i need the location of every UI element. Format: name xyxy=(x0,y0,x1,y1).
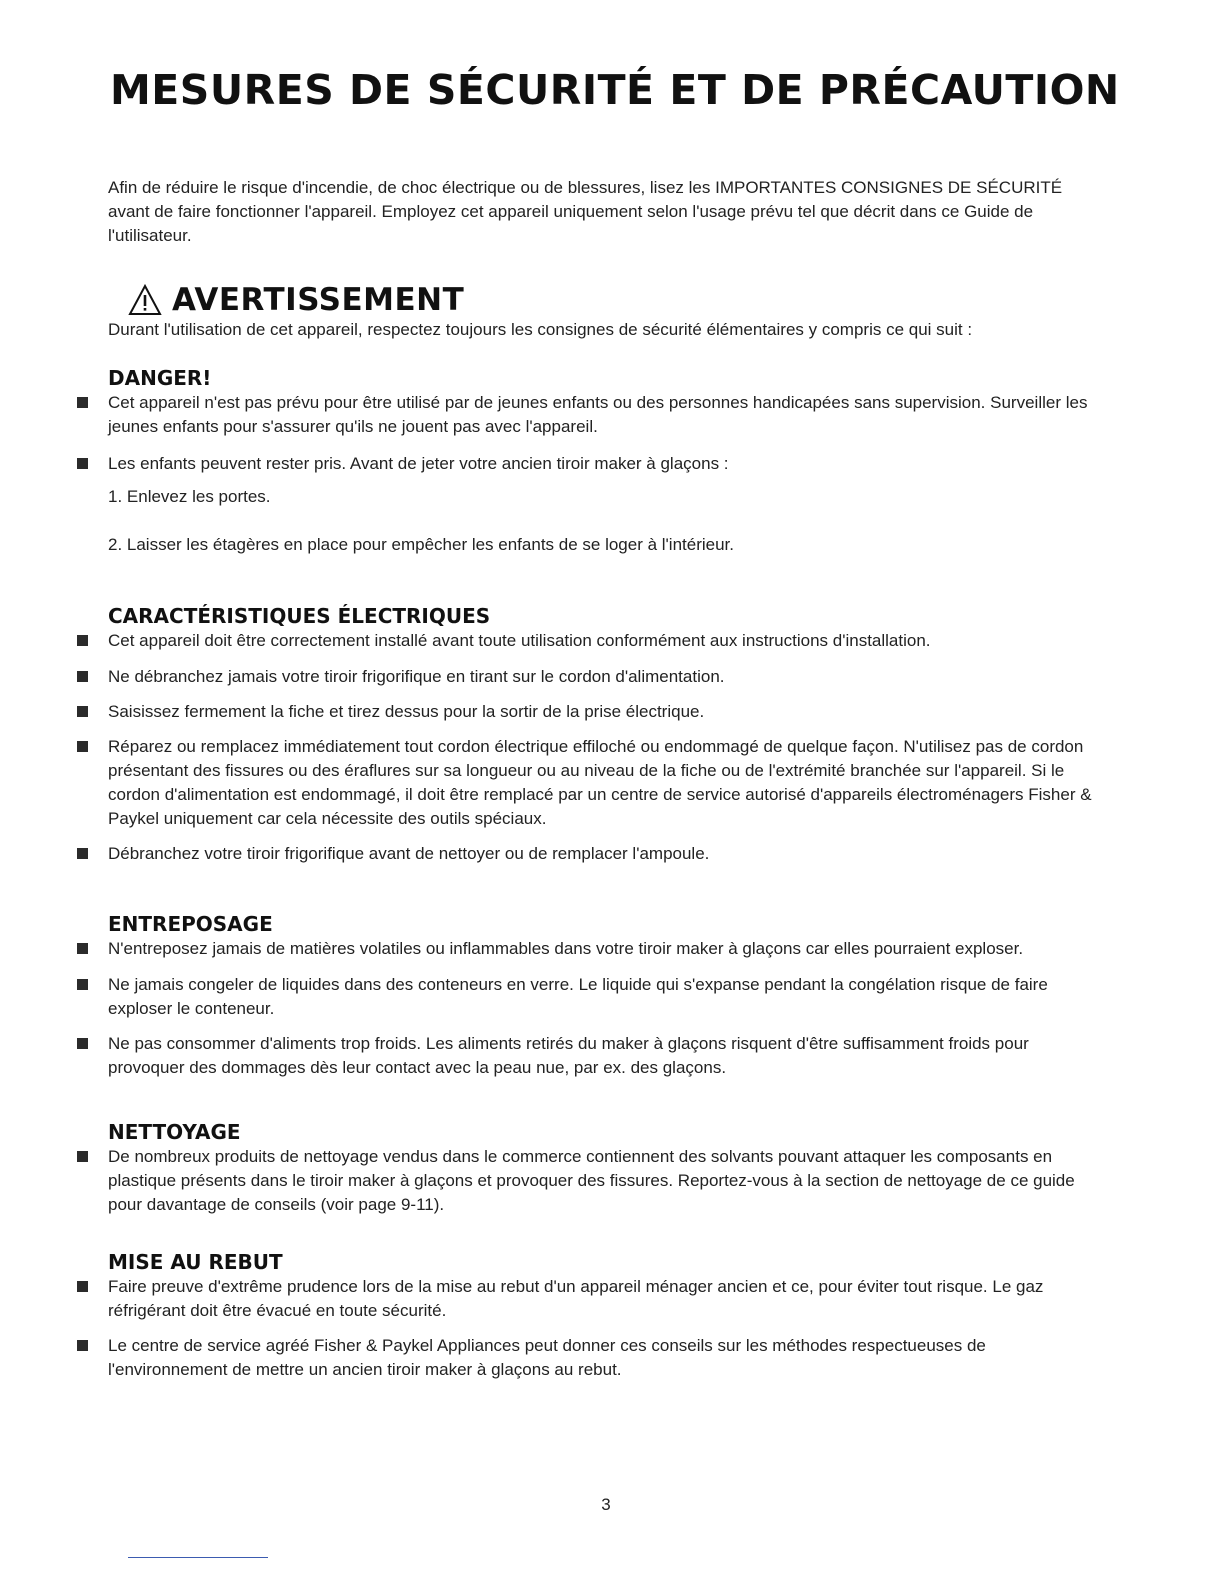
bullet-square-icon xyxy=(77,979,88,990)
warning-heading xyxy=(128,278,464,322)
section-title: DANGER! xyxy=(108,366,212,390)
bullet-square-icon xyxy=(77,706,88,717)
bullet-square-icon xyxy=(77,848,88,859)
section-title: NETTOYAGE xyxy=(108,1120,241,1144)
page-number: 3 xyxy=(601,1495,611,1514)
footer-rule xyxy=(128,1557,268,1558)
item-text: Faire preuve d'extrême prudence lors de la mise au rebut d'un appareil ménager ancien et ce, pour éviter tout risque. Le gaz réfrigérant doit être évacué en toute sécurité. xyxy=(108,1277,1044,1320)
item-text: Débranchez votre tiroir frigorifique avant de nettoyer ou de remplacer l'ampoule. xyxy=(108,844,710,863)
item-text: Cet appareil n'est pas prévu pour être utilisé par de jeunes enfants ou des personnes handicapées sans supervision. Surveiller les jeunes enfants pour s'assurer qu'ils ne jouent pas avec l'appareil. xyxy=(108,393,1088,436)
bullet-square-icon xyxy=(77,1340,88,1351)
bullet-square-icon xyxy=(77,1038,88,1049)
item-text: Ne pas consommer d'aliments trop froids. Les aliments retirés du maker à glaçons risquent d'être suffisamment froids pour provoquer des dommages dès leur contact avec la peau nue, par ex. des glaçons. xyxy=(108,1034,1029,1077)
warning-triangle-icon xyxy=(128,284,162,316)
item-text: N'entreposez jamais de matières volatiles ou inflammables dans votre tiroir maker à glaçons car elles pourraient exploser. xyxy=(108,939,1024,958)
item-text: De nombreux produits de nettoyage vendus dans le commerce contiennent des solvants pouvant attaquer les composants en plastique présents dans le tiroir maker à glaçons et provoquer des fissures. Reportez-vous à la section de nettoyage de ce guide pour davantage de conseils (voir page 9-11). xyxy=(108,1147,1075,1214)
bullet-square-icon xyxy=(77,458,88,469)
intro-paragraph: Afin de réduire le risque d'incendie, de choc électrique ou de blessures, lisez les IMPORTANTES CONSIGNES DE SÉCURITÉ avant de faire fonctionner l'appareil. Employez cet appareil uniquement selon l'usage prévu tel que décrit dans ce Guide de l'utilisateur. xyxy=(108,178,1063,245)
warning-title: AVERTISSEMENT xyxy=(172,282,465,318)
bullet-square-icon xyxy=(77,1281,88,1292)
item-text: Ne jamais congeler de liquides dans des conteneurs en verre. Le liquide qui s'expanse pendant la congélation risque de faire exploser le conteneur. xyxy=(108,975,1048,1018)
bullet-square-icon xyxy=(77,635,88,646)
bullet-square-icon xyxy=(77,741,88,752)
item-text: Cet appareil doit être correctement installé avant toute utilisation conformément aux instructions d'installation. xyxy=(108,631,931,650)
page-title: MESURES DE SÉCURITÉ ET DE PRÉCAUTION xyxy=(110,66,1120,114)
section-title: ENTREPOSAGE xyxy=(108,912,273,936)
section-title: MISE AU REBUT xyxy=(108,1250,283,1274)
numbered-step: 2. Laisser les étagères en place pour empêcher les enfants de se loger à l'intérieur. xyxy=(108,535,735,554)
item-text: Réparez ou remplacez immédiatement tout cordon électrique effiloché ou endommagé de quelque façon. N'utilisez pas de cordon présentant des fissures ou des éraflures sur sa longueur ou au niveau de la fiche ou de l'extrémité branchée sur l'appareil. Si le cordon d'alimentation est endommagé, il doit être remplacé par un centre de service autorisé d'appareils électroménagers Fisher & Paykel uniquement car cela nécessite des outils spéciaux. xyxy=(108,737,1092,828)
item-text: Les enfants peuvent rester pris. Avant de jeter votre ancien tiroir maker à glaçons : xyxy=(108,454,729,473)
bullet-square-icon xyxy=(77,1151,88,1162)
bullet-square-icon xyxy=(77,943,88,954)
item-text: Saisissez fermement la fiche et tirez dessus pour la sortir de la prise électrique. xyxy=(108,702,705,721)
numbered-step: 1. Enlevez les portes. xyxy=(108,487,271,506)
section-title: CARACTÉRISTIQUES ÉLECTRIQUES xyxy=(108,604,491,628)
bullet-square-icon xyxy=(77,671,88,682)
item-text: Le centre de service agréé Fisher & Paykel Appliances peut donner ces conseils sur les méthodes respectueuses de l'environnement de mettre un ancien tiroir maker à glaçons au rebut. xyxy=(108,1336,986,1379)
bullet-square-icon xyxy=(77,397,88,408)
warning-intro: Durant l'utilisation de cet appareil, respectez toujours les consignes de sécurité élémentaires y compris ce qui suit : xyxy=(108,320,973,339)
item-text: Ne débranchez jamais votre tiroir frigorifique en tirant sur le cordon d'alimentation. xyxy=(108,667,725,686)
